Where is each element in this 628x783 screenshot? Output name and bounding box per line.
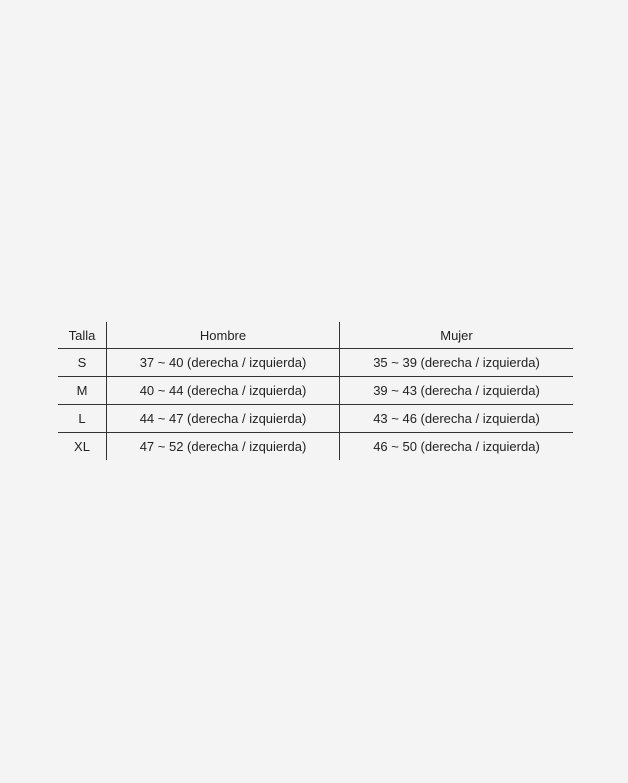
size-cell: S (58, 349, 107, 377)
table-row (58, 405, 573, 433)
women-size-cell: 43 ~ 46 (derecha / izquierda) (340, 405, 574, 433)
men-size-cell: 47 ~ 52 (derecha / izquierda) (107, 433, 340, 461)
header-row (58, 322, 573, 349)
header-women: Mujer (340, 322, 574, 349)
table-row (58, 349, 573, 377)
size-chart-header (58, 322, 573, 349)
men-size-cell: 44 ~ 47 (derecha / izquierda) (107, 405, 340, 433)
header-size: Talla (58, 322, 107, 349)
men-size-cell: 40 ~ 44 (derecha / izquierda) (107, 377, 340, 405)
size-chart-table (58, 322, 573, 460)
women-size-cell: 46 ~ 50 (derecha / izquierda) (373, 439, 540, 454)
size-cell: XL (58, 433, 107, 461)
women-size-cell: 35 ~ 39 (derecha / izquierda) (340, 349, 574, 377)
table-row (58, 433, 573, 461)
size-chart-body (58, 349, 573, 461)
men-size-cell: 37 ~ 40 (derecha / izquierda) (107, 349, 340, 377)
size-cell: L (58, 405, 107, 433)
size-cell: M (58, 377, 107, 405)
table-row (58, 377, 573, 405)
women-size-cell: 39 ~ 43 (derecha / izquierda) (340, 377, 574, 405)
header-men: Hombre (107, 322, 340, 349)
